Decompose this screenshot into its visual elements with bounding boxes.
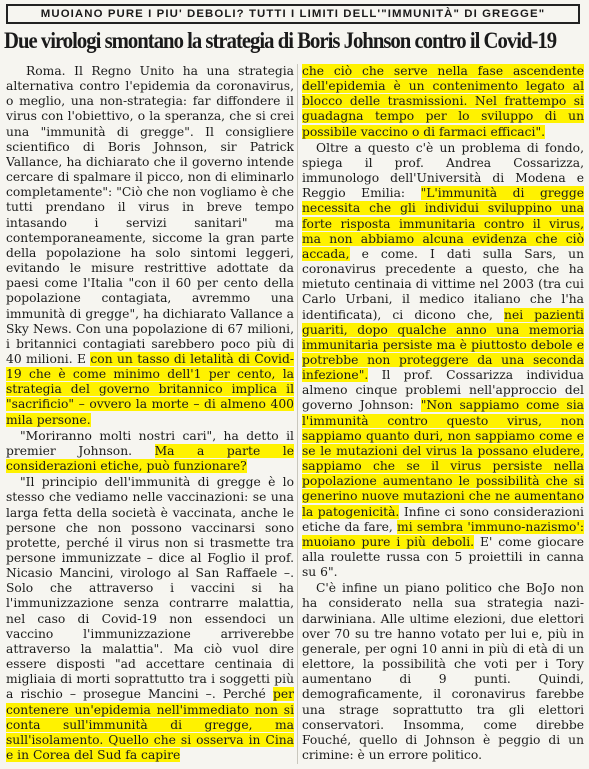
- paragraph: [6, 475, 294, 763]
- body-text: Infine ci sono considerazioni etiche da fare,: [302, 504, 584, 534]
- highlighted-text: "L'immunità di gregge necessita che gli individui sviluppino una forte risposta immunitaria contro il virus, ma non abbiamo alcuna evidenza che ciò accada,: [302, 186, 584, 261]
- article-column-left: [6, 64, 294, 766]
- body-text: Roma. Il Regno Unito ha una strategia alternativa contro l'epidemia da coronavirus, o meglio, una non-strategia: far diffondere il virus con l'obiettivo, o la speranza, che si crei una "immunità di gregge". Il consigliere scientifico di Boris Johnson, sir Patrick Vallance, ha dichiarato che il governo intende cercare di spalmare il picco, non di eliminarlo completamente": "Ciò che non vogliamo è che tutti prendano il virus in breve tempo intasando i servizi sanitari" ma contemporaneamente, siccome la gran parte della popolazione ha solo sintomi leggeri, evitando le misure restrittive adottate da paesi come l'Italia "con il 60 per cento della popolazione contagiata, avremmo una immunità di gregge", ha dichiarato Vallance a Sky News. Con una popolazione di 67 milioni, i britannici contagiati sarebbero poco più di 40 milioni. E: [6, 64, 294, 366]
- highlighted-text: mi sembra 'immuno-nazismo': muoiano pure i più deboli.: [302, 519, 584, 549]
- body-text: E' come giocare alla roulette russa con 5 proiettili in canna su 6".: [302, 534, 584, 580]
- article-column-right: [302, 64, 584, 766]
- paragraph: [302, 581, 584, 763]
- body-text: e come. I dati sulla Sars, un coronavirus precedente a questo, che ha mietuto centinaia di vittime nel 2003 (tra cui Carlo Urbani, il medico italiano che l'ha identificata), ci dicono che,: [302, 246, 584, 322]
- highlighted-text: Ma a parte le considerazioni etiche, può funzionare?: [6, 443, 294, 474]
- body-text: "Il principio dell'immunità di gregge è lo stesso che vediamo nelle vaccinazioni: se una larga fetta della società è vaccinata, anche le persone che non possono vaccinarsi sono protette, perché il virus non si trasmette tra persone immunizzate – dice al Foglio il prof. Nicasio Mancini, virologo al San Raffaele –. Solo che attraverso i vaccini si ha l'immunizzazione senza contrarre malattia, nel caso di Covid-19 non essendoci un vaccino l'immunizzazione arriverebbe attraverso la malattia". Ma ciò vuol dire essere disposti "ad accettare centinaia di migliaia di morti soprattutto tra i soggetti più a rischio – prosegue Mancini –. Perché: [6, 475, 294, 702]
- body-text: Oltre a questo c'è un problema di fondo, spiega il prof. Andrea Cossarizza, immunologo dell'Università di Modena e Reggio Emilia:: [302, 140, 584, 201]
- paragraph: [302, 64, 584, 140]
- highlighted-text: con un tasso di letalità di Covid-19 che è come minimo dell'1 per cento, la strategia del governo britannico implica il "sacrificio" – ovvero la morte – di almeno 400 mila persone.: [6, 351, 294, 427]
- highlighted-text: "Non sappiamo come sia l'immunità contro questo virus, non sappiamo quanto duri, non sappiamo come e se le mutazioni del virus la possano eludere, sappiamo che se il virus persiste nella popolazione aumentano le possibilità che si generino nuove mutazioni che ne aumentano la patogenicità.: [302, 398, 584, 519]
- paragraph: [6, 64, 294, 428]
- kicker-banner: MUOIANO PURE I PIU' DEBOLI? TUTTI I LIMITI DELL'"IMMUNITÀ" DI GREGGE": [6, 4, 580, 24]
- body-text: "Moriranno molti nostri cari", ha detto il premier Johnson.: [6, 428, 294, 458]
- highlighted-text: per contenere un'epidemia nell'immediato non si conta sull'immunità di gregge, ma sull'isolamento. Quello che si osserva in Cina e in Corea del Sud fa capire: [6, 687, 294, 763]
- highlighted-text: che ciò che serve nella fase ascendente dell'epidemia è un contenimento legato al blocco delle trasmissioni. Nel frattempo si guadagna tempo per lo sviluppo di un possibile vaccino o di farmaci efficaci".: [302, 64, 584, 139]
- paragraph: [6, 429, 294, 474]
- paragraph: [302, 141, 584, 581]
- column-divider: [297, 64, 298, 764]
- body-text: Il prof. Cossarizza individua almeno cinque problemi nell'approccio del governo Johnson:: [302, 368, 584, 413]
- headline: Due virologi smontano la strategia di Boris Johnson contro il Covid-19: [4, 28, 557, 53]
- body-text: C'è infine un piano politico che BoJo non ha considerato nella sua strategia nazi-darwiniana. Alle ultime elezioni, due elettori over 70 su tre hanno votato per lui e, più in generale, per ogni 10 anni in più di età di un elettore, la possibilità che voti per i Tory aumentano di 9 punti. Quindi, demograficamente, il coronavirus farebbe una strage soprattutto tra gli elettori conservatori. Insomma, come direbbe Fouché, quello di Johnson è peggio di un crimine: è un errore politico.: [302, 581, 584, 763]
- highlighted-text: nei pazienti guariti, dopo qualche anno una memoria immunitaria persiste ma è piuttosto debole e potrebbe non proteggere da una seconda infezione".: [302, 307, 584, 383]
